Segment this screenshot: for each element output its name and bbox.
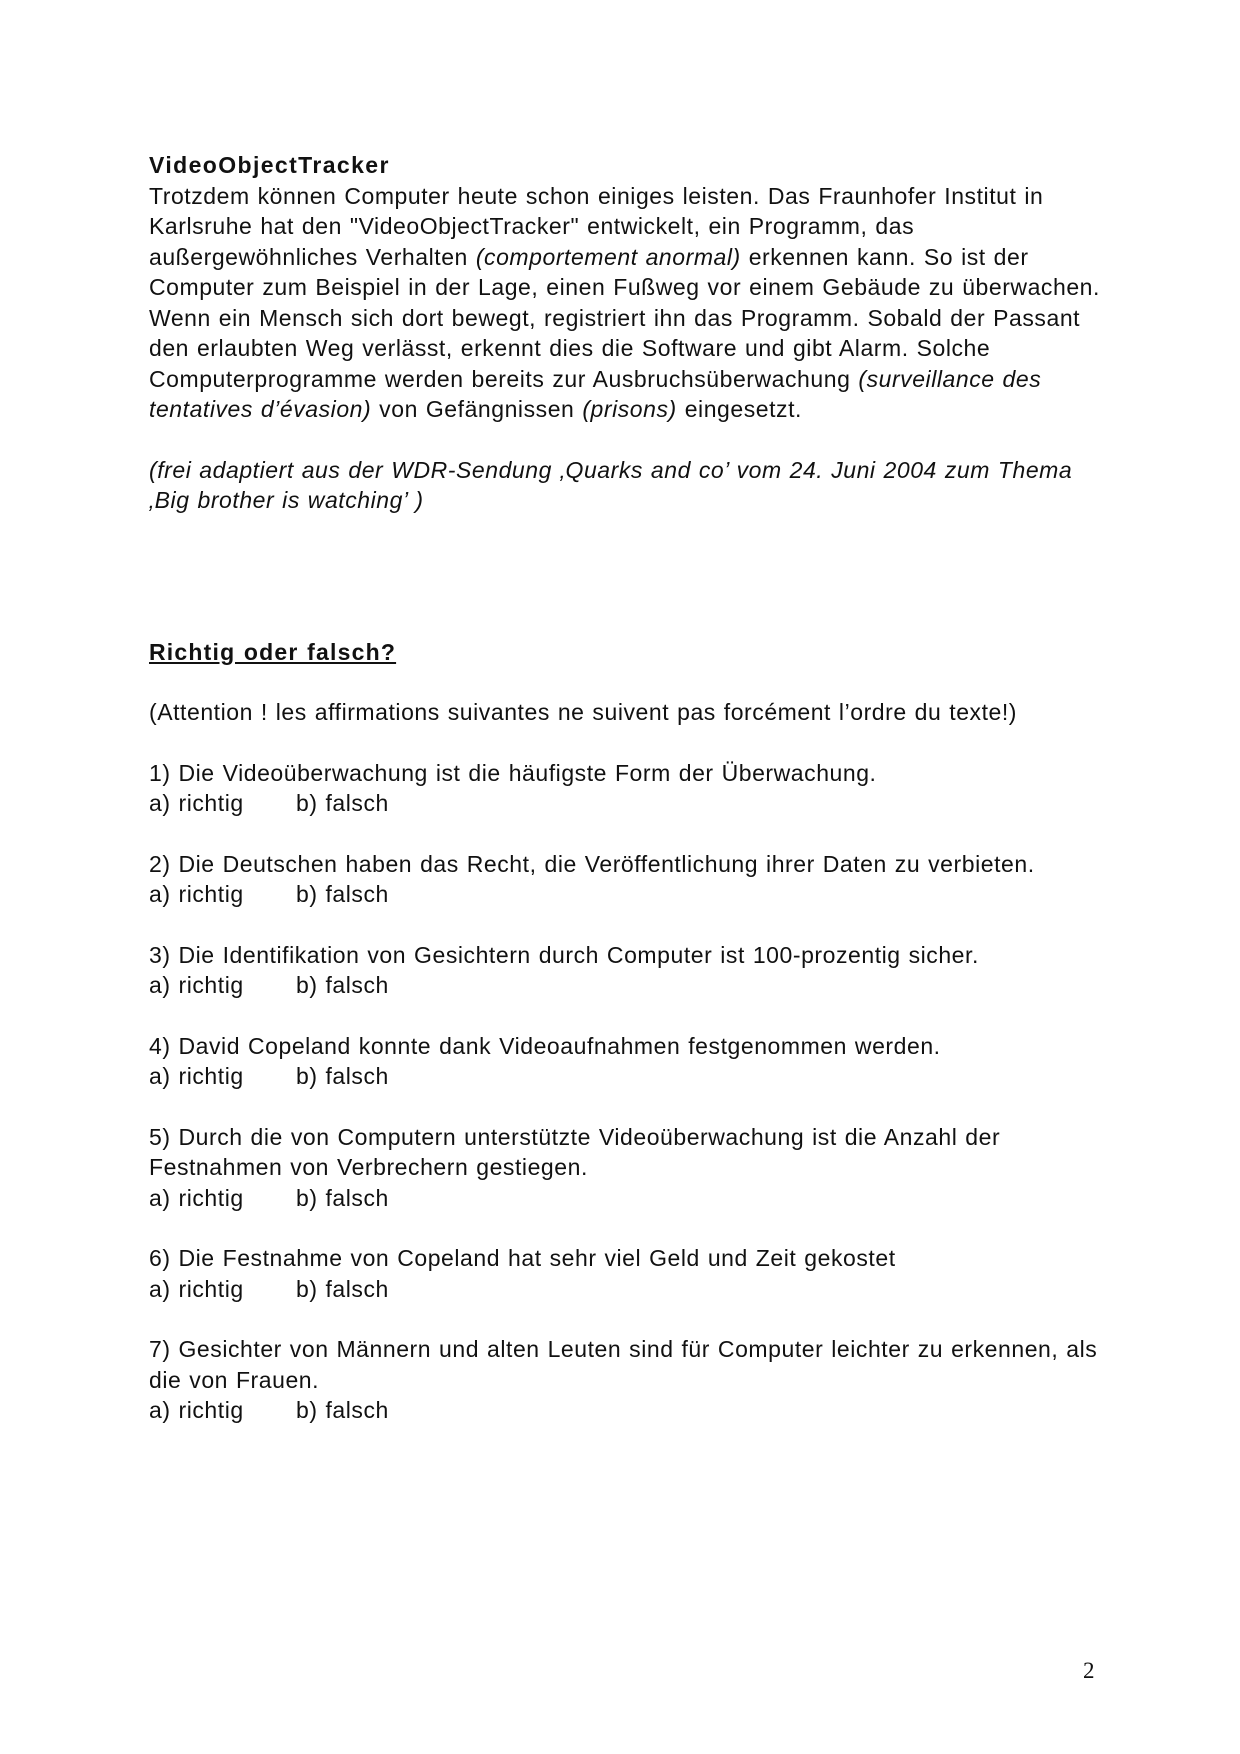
gloss-surveillance: (surveillance des tentatives d’évasion) [149, 365, 1042, 422]
option-richtig: a) richtig [149, 1184, 244, 1211]
question-item [149, 940, 1109, 1001]
option-richtig: a) richtig [149, 790, 244, 816]
question-text: 1) Die Videoüberwachung ist die häufigste Form der Überwachung. [149, 759, 877, 786]
option-richtig: a) richtig [149, 1063, 244, 1089]
option-falsch: b) falsch [296, 1184, 389, 1211]
question-text: 2) Die Deutschen haben das Recht, die Veröffentlichung ihrer Daten zu verbieten. [149, 850, 1035, 877]
question-item [149, 1031, 1109, 1092]
question-text: 5) Durch die von Computern unterstützte Videoüberwachung ist die Anzahl der Festnahmen von Verbrechern gestiegen. [149, 1123, 1001, 1180]
option-richtig: a) richtig [149, 972, 244, 998]
answer-options [149, 788, 1109, 819]
document-page [149, 150, 1109, 1426]
question-text: 3) Die Identifikation von Gesichtern durch Computer ist 100-prozentig sicher. [149, 941, 979, 968]
article-heading: VideoObjectTracker [149, 152, 390, 178]
option-falsch: b) falsch [296, 1397, 389, 1423]
article-body [149, 181, 1109, 425]
option-richtig: a) richtig [149, 881, 244, 907]
option-falsch: b) falsch [296, 972, 389, 998]
body-text-4: eingesetzt. [676, 396, 802, 422]
gloss-prisons: (prisons) [582, 396, 677, 422]
question-item [149, 1122, 1109, 1214]
answer-options [149, 970, 1109, 1001]
question-text: 6) Die Festnahme von Copeland hat sehr viel Geld und Zeit gekostet [149, 1245, 896, 1271]
question-item [149, 1334, 1109, 1426]
option-falsch: b) falsch [296, 1275, 389, 1302]
option-falsch: b) falsch [296, 881, 389, 907]
body-text-1: Trotzdem können Computer heute schon einiges leisten. Das Fraunhofer Institut in Karlsruhe hat den "VideoObjectTracker" entwickelt, ein Programm, das außergewöhnliches Verhalten [149, 182, 1044, 270]
quiz-title: Richtig oder falsch? [149, 638, 397, 665]
question-item [149, 758, 1109, 819]
option-richtig: a) richtig [149, 1397, 244, 1423]
option-richtig: a) richtig [149, 1275, 244, 1302]
page-number: 2 [1083, 1658, 1095, 1683]
question-item [149, 849, 1109, 910]
quiz-note: (Attention ! les affirmations suivantes ne suivent pas forcément l’ordre du texte!) [149, 699, 1018, 725]
option-falsch: b) falsch [296, 1063, 389, 1089]
answer-options [149, 1274, 1109, 1305]
body-text-2: erkennen kann. So ist der Computer zum Beispiel in der Lage, einen Fußweg vor einem Gebäude zu überwachen. Wenn ein Mensch sich dort bewegt, registriert ihn das Programm. Sobald der Passant den erlaubten Weg verlässt, erkennt dies die Software und gibt Alarm. Solche Computerprogramme werden bereits zur Ausbruchsüberwachung [149, 243, 1100, 392]
answer-options [149, 1395, 1109, 1426]
body-text-3: von Gefängnissen [371, 396, 583, 422]
question-item [149, 1243, 1109, 1304]
gloss-comportement: (comportement anormal) [475, 243, 741, 270]
source-citation: (frei adaptiert aus der WDR-Sendung ‚Quarks and co’ vom 24. Juni 2004 zum Thema ‚Big brother is watching’ ) [149, 456, 1073, 513]
question-text: 7) Gesichter von Männern und alten Leuten sind für Computer leichter zu erkennen, als die von Frauen. [149, 1336, 1098, 1393]
answer-options [149, 879, 1109, 910]
answer-options [149, 1183, 1109, 1214]
option-falsch: b) falsch [296, 790, 389, 816]
answer-options [149, 1061, 1109, 1092]
question-text: 4) David Copeland konnte dank Videoaufnahmen festgenommen werden. [149, 1032, 941, 1059]
